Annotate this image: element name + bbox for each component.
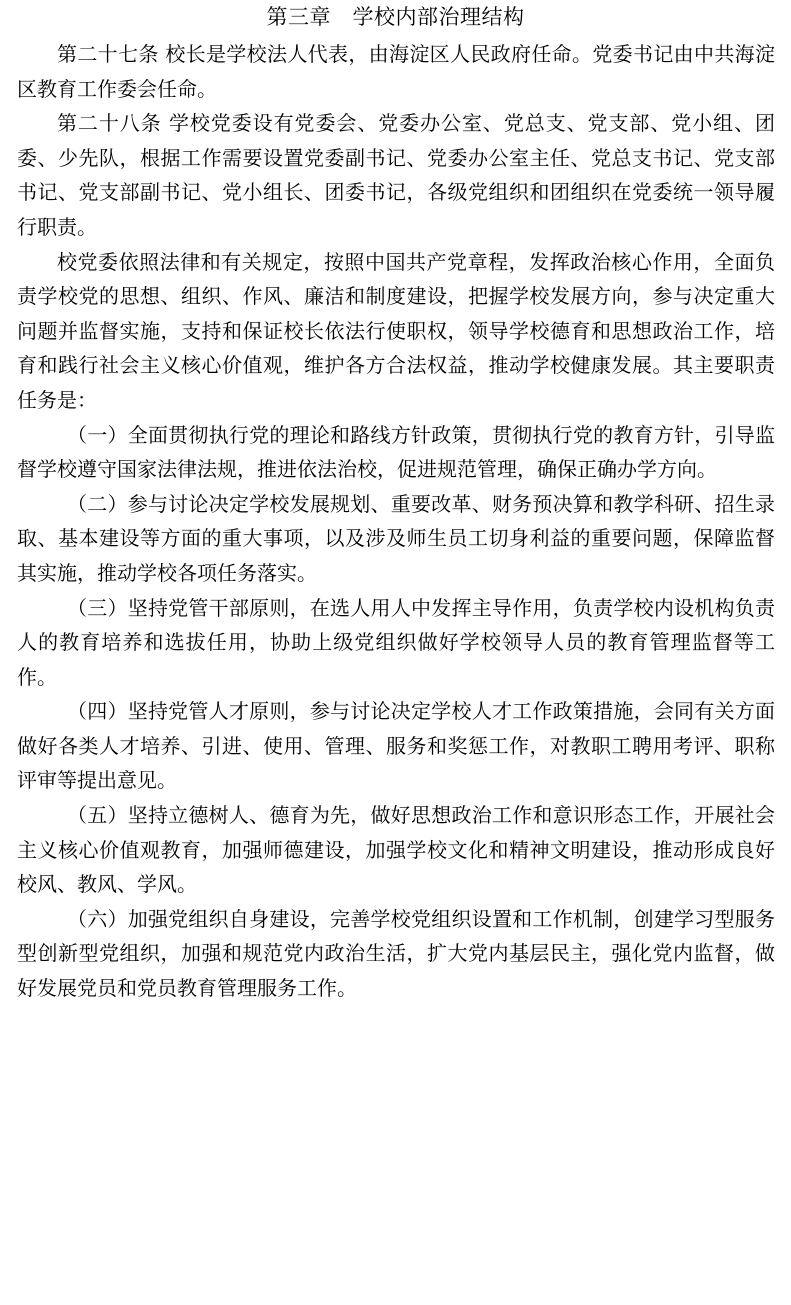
party-committee-duties-paragraph: 校党委依照法律和有关规定，按照中国共产党章程，发挥政治核心作用，全面负责学校党的思想、组织、作风、廉洁和制度建设，把握学校发展方向，参与决定重大问题并监督实施，支持和保证校长依法行使职权，领导学校德育和思想政治工作，培育和践行社会主义核心价值观，维护各方合法权益，推动学校健康发展。其主要职责任务是： [17,249,775,412]
duty-item-1: （一）全面贯彻执行党的理论和路线方针政策，贯彻执行党的教育方针，引导监督学校遵守国家法律法规，推进依法治校，促进规范管理，确保正确办学方向。 [17,422,775,482]
chapter-title: 第三章 学校内部治理结构 [266,5,525,29]
duty-item-3: （三）坚持党管干部原则，在选人用人中发挥主导作用，负责学校内设机构负责人的教育培养和选拔任用，协助上级党组织做好学校领导人员的教育管理监督等工作。 [17,595,775,689]
document-body [17,37,775,1006]
duty-item-4: （四）坚持党管人才原则，参与讨论决定学校人才工作政策措施，会同有关方面做好各类人才培养、引进、使用、管理、服务和奖惩工作，对教职工聘用考评、职称评审等提出意见。 [17,699,775,793]
duty-item-6: （六）加强党组织自身建设，完善学校党组织设置和工作机制，创建学习型服务型创新型党组织，加强和规范党内政治生活，扩大党内基层民主，强化党内监督，做好发展党员和党员教育管理服务工作。 [17,906,775,1001]
article-28-paragraph: 第二十八条 学校党委设有党委会、党委办公室、党总支、党支部、党小组、团委、少先队，根据工作需要设置党委副书记、党委办公室主任、党总支书记、党支部书记、党支部副书记、党小组长、团委书记，各级党组织和团组织在党委统一领导履行职责。 [17,111,775,239]
duty-item-2: （二）参与讨论决定学校发展规划、重要改革、财务预决算和教学科研、招生录取、基本建设等方面的重大事项，以及涉及师生员工切身利益的重要问题，保障监督其实施，推动学校各项任务落实。 [17,491,775,585]
duty-item-5: （五）坚持立德树人、德育为先，做好思想政治工作和意识形态工作，开展社会主义核心价值观教育，加强师德建设，加强学校文化和精神文明建设，推动形成良好校风、教风、学风。 [17,803,775,897]
article-27-paragraph: 第二十七条 校长是学校法人代表，由海淀区人民政府任命。党委书记由中共海淀区教育工作委会任命。 [17,42,775,101]
